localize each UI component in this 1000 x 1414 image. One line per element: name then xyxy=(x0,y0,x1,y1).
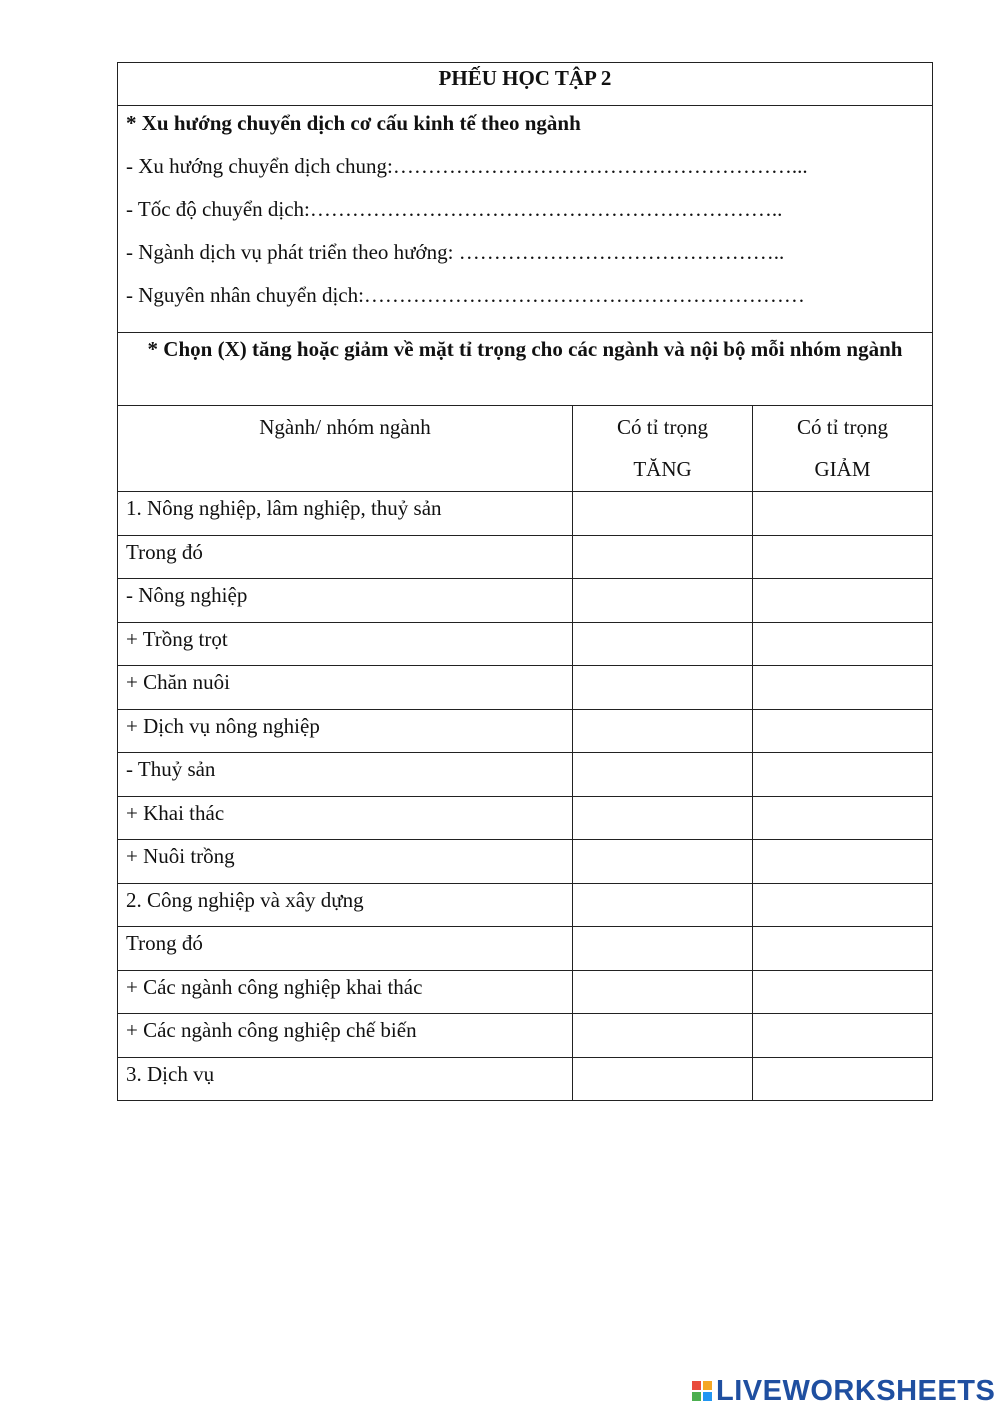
row-label: - Thuỷ sản xyxy=(118,753,573,797)
decrease-cell[interactable] xyxy=(753,753,933,797)
decrease-cell[interactable] xyxy=(753,840,933,884)
increase-cell[interactable] xyxy=(573,970,753,1014)
table-row xyxy=(118,1014,933,1058)
increase-cell[interactable] xyxy=(573,666,753,710)
decrease-cell[interactable] xyxy=(753,622,933,666)
row-label: 1. Nông nghiệp, lâm nghiệp, thuỷ sản xyxy=(118,492,573,536)
decrease-cell[interactable] xyxy=(753,492,933,536)
logo-square-icon xyxy=(703,1381,712,1390)
trend-heading: * Xu hướng chuyển dịch cơ cấu kinh tế theo ngành xyxy=(126,111,581,135)
increase-cell[interactable] xyxy=(573,1057,753,1101)
trend-line-general[interactable]: - Xu hướng chuyển dịch chung:…………………………………………………... xyxy=(126,154,808,178)
increase-cell[interactable] xyxy=(573,579,753,623)
row-label: + Khai thác xyxy=(118,796,573,840)
decrease-cell[interactable] xyxy=(753,1057,933,1101)
row-label: - Nông nghiệp xyxy=(118,579,573,623)
header-increase: Có tỉ trọng TĂNG xyxy=(573,406,753,492)
logo-square-icon xyxy=(692,1392,701,1401)
row-label: + Các ngành công nghiệp khai thác xyxy=(118,970,573,1014)
table-row xyxy=(118,753,933,797)
row-label: Trong đó xyxy=(118,927,573,971)
increase-cell[interactable] xyxy=(573,709,753,753)
increase-cell[interactable] xyxy=(573,753,753,797)
increase-cell[interactable] xyxy=(573,1014,753,1058)
liveworksheets-logo-icon xyxy=(692,1381,712,1401)
table-row xyxy=(118,535,933,579)
liveworksheets-logo[interactable] xyxy=(692,1375,995,1407)
table-row xyxy=(118,883,933,927)
choose-heading: * Chọn (X) tăng hoặc giảm về mặt tỉ trọng cho các ngành và nội bộ mỗi nhóm ngành xyxy=(118,333,933,406)
header-decrease: Có tỉ trọng GIẢM xyxy=(753,406,933,492)
table-row xyxy=(118,492,933,536)
row-label: Trong đó xyxy=(118,535,573,579)
increase-cell[interactable] xyxy=(573,622,753,666)
decrease-cell[interactable] xyxy=(753,709,933,753)
row-label: + Dịch vụ nông nghiệp xyxy=(118,709,573,753)
logo-square-icon xyxy=(692,1381,701,1390)
row-label: + Trồng trọt xyxy=(118,622,573,666)
increase-cell[interactable] xyxy=(573,535,753,579)
decrease-cell[interactable] xyxy=(753,927,933,971)
row-label: + Nuôi trồng xyxy=(118,840,573,884)
table-row xyxy=(118,666,933,710)
header-sector: Ngành/ nhóm ngành xyxy=(118,406,573,492)
table-row xyxy=(118,927,933,971)
increase-cell[interactable] xyxy=(573,492,753,536)
decrease-cell[interactable] xyxy=(753,970,933,1014)
logo-square-icon xyxy=(703,1392,712,1401)
trend-line-reason[interactable]: - Nguyên nhân chuyển dịch:……………………………………………………… xyxy=(126,283,805,307)
table-row xyxy=(118,840,933,884)
decrease-cell[interactable] xyxy=(753,666,933,710)
worksheet-title: PHẾU HỌC TẬP 2 xyxy=(118,63,933,106)
trend-line-speed[interactable]: - Tốc độ chuyển dịch:………………………………………………………….. xyxy=(126,197,783,221)
decrease-cell[interactable] xyxy=(753,535,933,579)
increase-cell[interactable] xyxy=(573,796,753,840)
row-label: 2. Công nghiệp và xây dựng xyxy=(118,883,573,927)
table-row xyxy=(118,709,933,753)
table-row xyxy=(118,622,933,666)
row-label: 3. Dịch vụ xyxy=(118,1057,573,1101)
increase-cell[interactable] xyxy=(573,927,753,971)
decrease-cell[interactable] xyxy=(753,579,933,623)
trend-line-services[interactable]: - Ngành dịch vụ phát triển theo hướng: ……………………………………….. xyxy=(126,240,785,264)
row-label: + Chăn nuôi xyxy=(118,666,573,710)
increase-cell[interactable] xyxy=(573,883,753,927)
worksheet-table xyxy=(117,62,933,1101)
table-row xyxy=(118,970,933,1014)
row-label: + Các ngành công nghiệp chế biến xyxy=(118,1014,573,1058)
decrease-cell[interactable] xyxy=(753,1014,933,1058)
increase-cell[interactable] xyxy=(573,840,753,884)
table-row xyxy=(118,1057,933,1101)
decrease-cell[interactable] xyxy=(753,883,933,927)
trend-section xyxy=(118,106,933,333)
decrease-cell[interactable] xyxy=(753,796,933,840)
table-row xyxy=(118,579,933,623)
table-row xyxy=(118,796,933,840)
liveworksheets-brand: LIVEWORKSHEETS xyxy=(716,1374,996,1407)
